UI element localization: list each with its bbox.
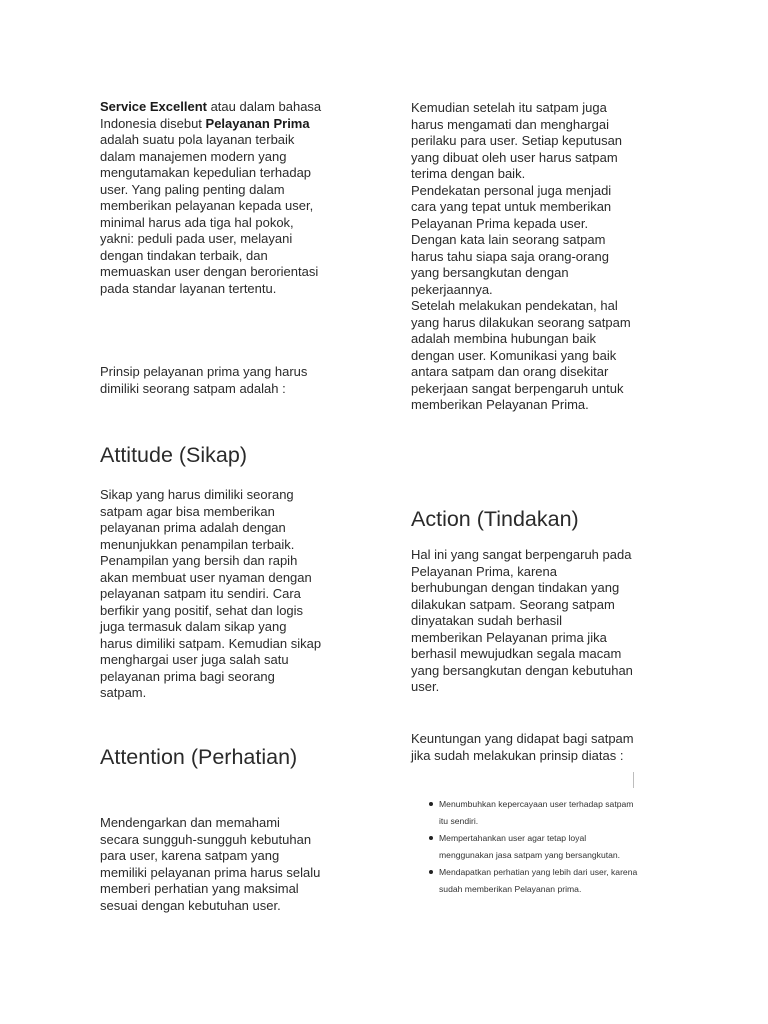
benefits-intro: Keuntungan yang didapat bagi satpam jika sudah melakukan prinsip diatas :: [411, 731, 634, 763]
action-paragraph: Hal ini yang sangat berpengaruh pada Pelayanan Prima, karena berhubungan dengan tindakan yang dilakukan satpam. Seorang satpam dinyatakan sudah berhasil memberikan Pelayanan prima jika berhasil mewujudkan segala macam yang bersangkutan dengan kebutuhan user.: [411, 547, 633, 694]
intro-text-1: atau dalam bahasa Indonesia disebut: [100, 99, 322, 131]
term-pelayanan-prima: Pelayanan Prima: [205, 115, 310, 131]
attitude-paragraph: Sikap yang harus dimiliki seorang satpam agar bisa memberikan pelayanan prima adalah dengan menunjukkan penampilan terbaik. Penampilan yang bersih dan rapih akan membuat user nyaman dengan pelayanan satpam itu sendiri. Cara berfikir yang positif, sehat dan logis juga termasuk dalam sikap yang harus dimiliki satpam. Kemudian sikap menghargai user juga salah satu pelayanan prima bagi seorang satpam.: [100, 487, 322, 700]
list-item-text: Menumbuhkan kepercayaan user terhadap satpam itu sendiri.: [439, 799, 634, 826]
list-item-text: Mendapatkan perhatian yang lebih dari user, karena sudah memberikan Pelayanan prima.: [439, 867, 638, 894]
divider-line: [633, 772, 634, 788]
principle-paragraph: Prinsip pelayanan prima yang harus dimiliki seorang satpam adalah :: [100, 364, 308, 396]
bullet-dot-icon: [429, 802, 433, 806]
attitude-heading: Attitude (Sikap): [100, 443, 247, 467]
term-service-excellent: Service Excellent: [100, 99, 207, 114]
list-item: [427, 830, 642, 864]
benefits-list: [427, 796, 642, 898]
intro-paragraph: [100, 99, 322, 297]
continuation-paragraph: Kemudian setelah itu satpam juga harus mengamati dan menghargai perilaku para user. Setiap keputusan yang dibuat oleh user harus satpam terima dengan baik. Pendekatan personal juga menjadi cara yang tepat untuk memberikan Pelayanan Prima kepada user. Dengan kata lain seorang satpam harus tahu siapa saja orang-orang yang bersangkutan dengan pekerjaannya. Setelah melakukan pendekatan, hal yang harus dilakukan seorang satpam adalah membina hubungan baik dengan user. Komunikasi yang baik antara satpam dan orang disekitar pekerjaan sangat berpengaruh untuk memberikan Pelayanan Prima.: [411, 100, 631, 412]
attention-paragraph: Mendengarkan dan memahami secara sungguh-sungguh kebutuhan para user, karena satpam yang memiliki pelayanan prima harus selalu memberi perhatian yang maksimal sesuai dengan kebutuhan user.: [100, 815, 321, 913]
attention-heading: Attention (Perhatian): [100, 745, 298, 769]
action-heading: Action (Tindakan): [411, 507, 579, 531]
list-item: [427, 796, 642, 830]
list-item: [427, 864, 642, 898]
list-item-text: Mempertahankan user agar tetap loyal menggunakan jasa satpam yang bersangkutan.: [439, 833, 621, 860]
bullet-dot-icon: [429, 836, 433, 840]
intro-text-2: adalah suatu pola layanan terbaik dalam manajemen modern yang mengutamakan kepedulian terhadap user. Yang paling penting dalam memberikan pelayanan kepada user, minimal harus ada tiga hal pokok, yakni: peduli pada user, melayani dengan tindakan terbaik, dan memuaskan user dengan berorientasi pada standar layanan tertentu.: [100, 132, 319, 296]
bullet-dot-icon: [429, 870, 433, 874]
